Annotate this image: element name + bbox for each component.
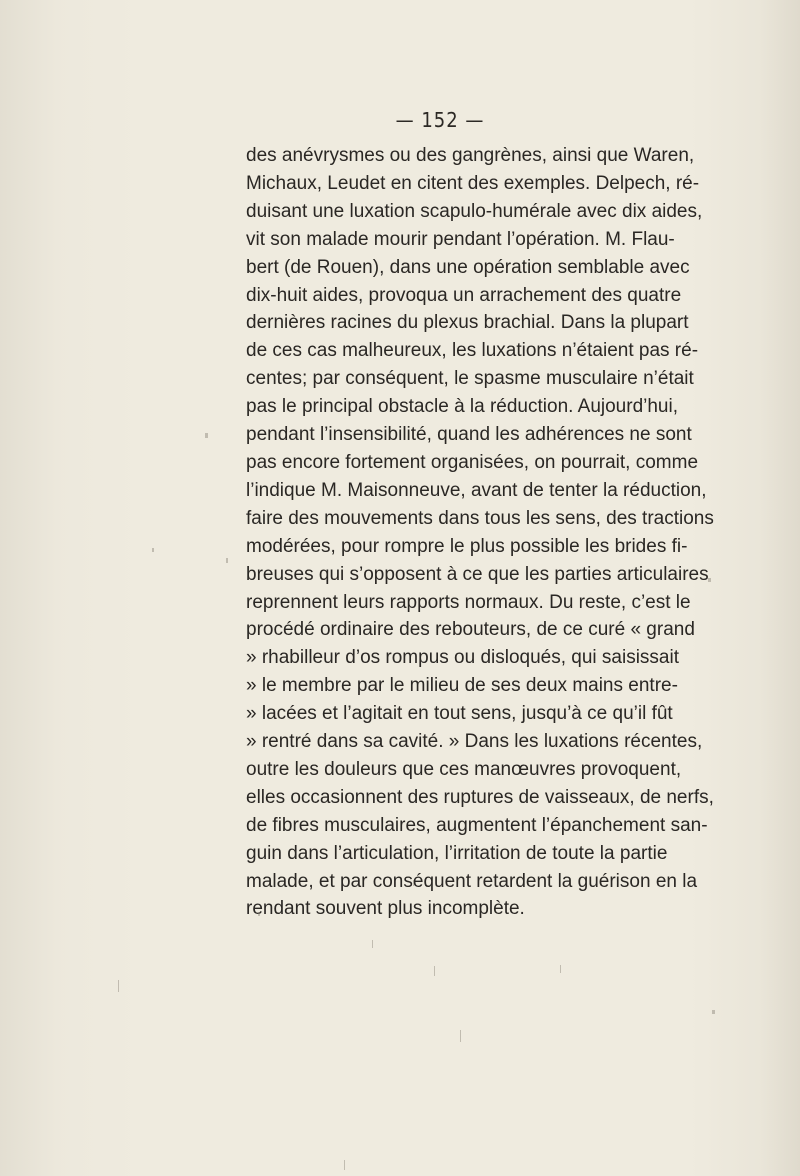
text-line: breuses qui s’opposent à ce que les parties articulaires bbox=[246, 563, 709, 585]
text-line: vit son malade mourir pendant l’opération. M. Flau- bbox=[246, 228, 675, 250]
body-text bbox=[246, 142, 714, 923]
paper-speck bbox=[152, 548, 154, 552]
paper-speck bbox=[460, 1030, 461, 1042]
text-line: dix-huit aides, provoqua un arrachement des quatre bbox=[246, 284, 682, 306]
text-line: outre les douleurs que ces manœuvres provoquent, bbox=[246, 758, 682, 780]
paper-speck bbox=[118, 980, 119, 992]
text-line: duisant une luxation scapulo-humérale avec dix aides, bbox=[246, 200, 703, 222]
paper-speck bbox=[372, 940, 373, 948]
paper-speck bbox=[205, 433, 208, 438]
text-line: reprennent leurs rapports normaux. Du reste, c’est le bbox=[246, 591, 691, 613]
text-line: modérées, pour rompre le plus possible les brides fi- bbox=[246, 535, 688, 557]
paper-speck bbox=[258, 912, 260, 916]
text-line: procédé ordinaire des rebouteurs, de ce curé « grand bbox=[246, 619, 695, 641]
paper-speck bbox=[413, 880, 414, 886]
text-line: centes; par conséquent, le spasme musculaire n’était bbox=[246, 368, 694, 390]
paper-speck bbox=[712, 1010, 715, 1014]
paper-speck bbox=[708, 578, 711, 582]
text-line: faire des mouvements dans tous les sens, des tractions bbox=[246, 507, 714, 529]
text-line: malade, et par conséquent retardent la guérison en la bbox=[246, 870, 698, 892]
paper-speck bbox=[560, 965, 561, 973]
text-line: guin dans l’articulation, l’irritation de toute la partie bbox=[246, 842, 668, 864]
text-line: » rhabilleur d’os rompus ou disloqués, qui saisissait bbox=[246, 647, 680, 669]
paper-speck bbox=[434, 966, 435, 976]
page-number: — 152 — bbox=[395, 108, 485, 132]
text-line: pas le principal obstacle à la réduction. Aujourd’hui, bbox=[246, 396, 678, 418]
text-line: » lacées et l’agitait en tout sens, jusqu’à ce qu’il fût bbox=[246, 703, 673, 725]
text-line: rendant souvent plus incomplète. bbox=[246, 898, 525, 920]
text-line: dernières racines du plexus brachial. Dans la plupart bbox=[246, 312, 689, 334]
paper-speck bbox=[344, 1160, 345, 1170]
text-line: Michaux, Leudet en citent des exemples. Delpech, ré- bbox=[246, 172, 700, 194]
text-line: pas encore fortement organisées, on pourrait, comme bbox=[246, 451, 699, 473]
paper-speck bbox=[226, 558, 228, 563]
text-line: pendant l’insensibilité, quand les adhérences ne sont bbox=[246, 424, 692, 446]
text-line: bert (de Rouen), dans une opération semblable avec bbox=[246, 256, 690, 278]
text-line: de ces cas malheureux, les luxations n’étaient pas ré- bbox=[246, 340, 699, 362]
text-line: des anévrysmes ou des gangrènes, ainsi que Waren, bbox=[246, 145, 695, 166]
text-line: » rentré dans sa cavité. » Dans les luxations récentes, bbox=[246, 731, 703, 753]
text-line: l’indique M. Maisonneuve, avant de tenter la réduction, bbox=[246, 479, 707, 501]
text-line: de fibres musculaires, augmentent l’épanchement san- bbox=[246, 814, 708, 836]
text-line: elles occasionnent des ruptures de vaisseaux, de nerfs, bbox=[246, 786, 714, 808]
text-line: » le membre par le milieu de ses deux mains entre- bbox=[246, 675, 678, 697]
